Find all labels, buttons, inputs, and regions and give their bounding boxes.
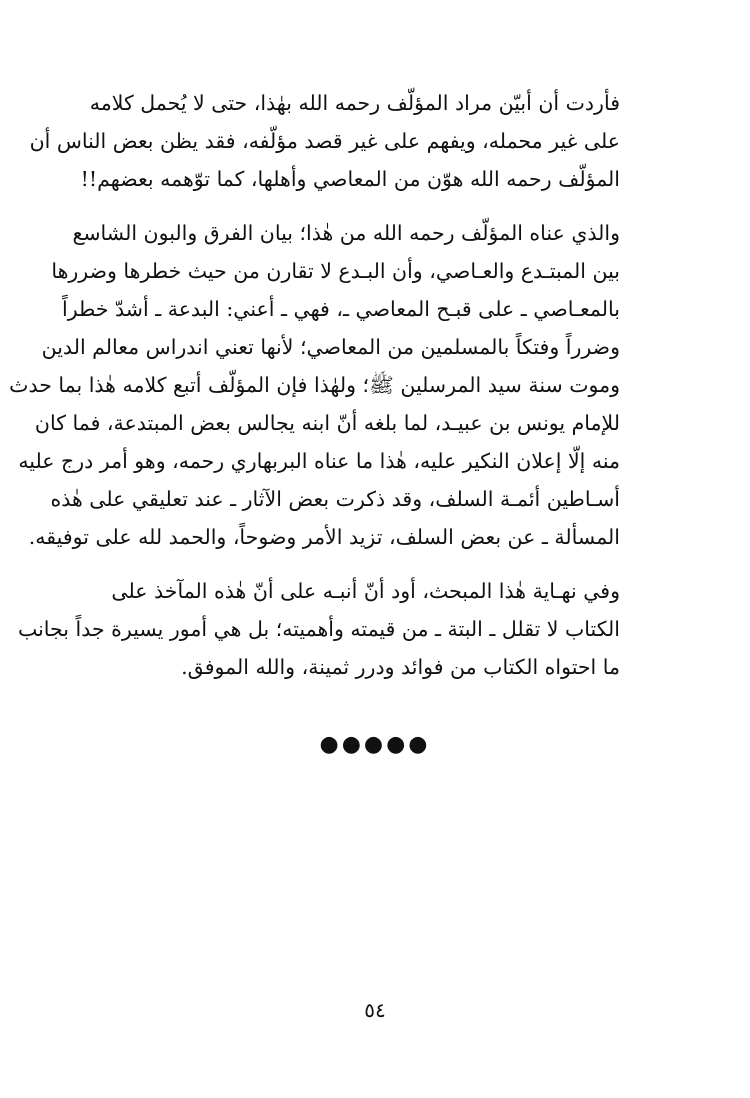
paragraph-1 <box>29 84 620 198</box>
text-line: أسـاطين أئمـة السلف، وقد ذكرت بعض الآثار ـ عند تعليقي على هٰذه <box>50 487 620 511</box>
text-line: المؤلّف رحمه الله هوّن من المعاصي وأهلها، كما توّهمه بعضهم!! <box>80 167 620 191</box>
paragraph-2 <box>9 214 620 556</box>
text-line: منه إلّا إعلان النكير عليه، هٰذا ما عناه البربهاري رحمه، وهو أمر درج عليه <box>18 449 620 473</box>
text-line: بالمعـاصي ـ على قبـح المعاصي ـ، فهي ـ أعني: البدعة ـ أشدّ خطراً <box>62 297 620 321</box>
text-line: وضرراً وفتكاً بالمسلمين من المعاصي؛ لأنها تعني اندراس معالم الدين <box>41 335 620 359</box>
text-line: الكتاب لا تقلل ـ البتة ـ من قيمته وأهميته؛ بل هي أمور يسيرة جداً بجانب <box>17 617 620 641</box>
text-line: والذي عناه المؤلّف رحمه الله من هٰذا؛ بيان الفرق والبون الشاسع <box>72 221 620 245</box>
text-line: فأردت أن أبيّن مراد المؤلّف رحمه الله بهٰذا، حتى لا يُحمل كلامه <box>89 91 620 115</box>
text-line: على غير محمله، ويفهم على غير قصد مؤلّفه، فقد يظن بعض الناس أن <box>29 129 620 153</box>
paragraph-gap <box>96 556 620 572</box>
section-separator: ●●●●● <box>319 732 431 757</box>
text-line: المسألة ـ عن بعض السلف، تزيد الأمر وضوحاً، والحمد لله على توفيقه. <box>28 525 620 549</box>
paragraph-gap <box>96 198 620 214</box>
text-line: بين المبتـدع والعـاصي، وأن البـدع لا تقارن من حيث خطرها وضررها <box>51 259 620 283</box>
page-number: ٥٤ <box>364 998 386 1022</box>
text-line: ما احتواه الكتاب من فوائد ودرر ثمينة، والله الموفق. <box>181 655 620 679</box>
text-line: للإمام يونس بن عبيـد، لما بلغه أنّ ابنه يجالس بعض المبتدعة، فما كان <box>34 411 620 435</box>
text-line: وفي نهـاية هٰذا المبحث، أود أنّ أنبـه على أنّ هٰذه المآخذ على <box>111 579 620 603</box>
text-line: وموت سنة سيد المرسلين ﷺ؛ ولهٰذا فإن المؤلّف أتبع كلامه هٰذا بما حدث <box>9 373 620 397</box>
body-text <box>9 84 620 686</box>
paragraph-3 <box>17 572 620 686</box>
